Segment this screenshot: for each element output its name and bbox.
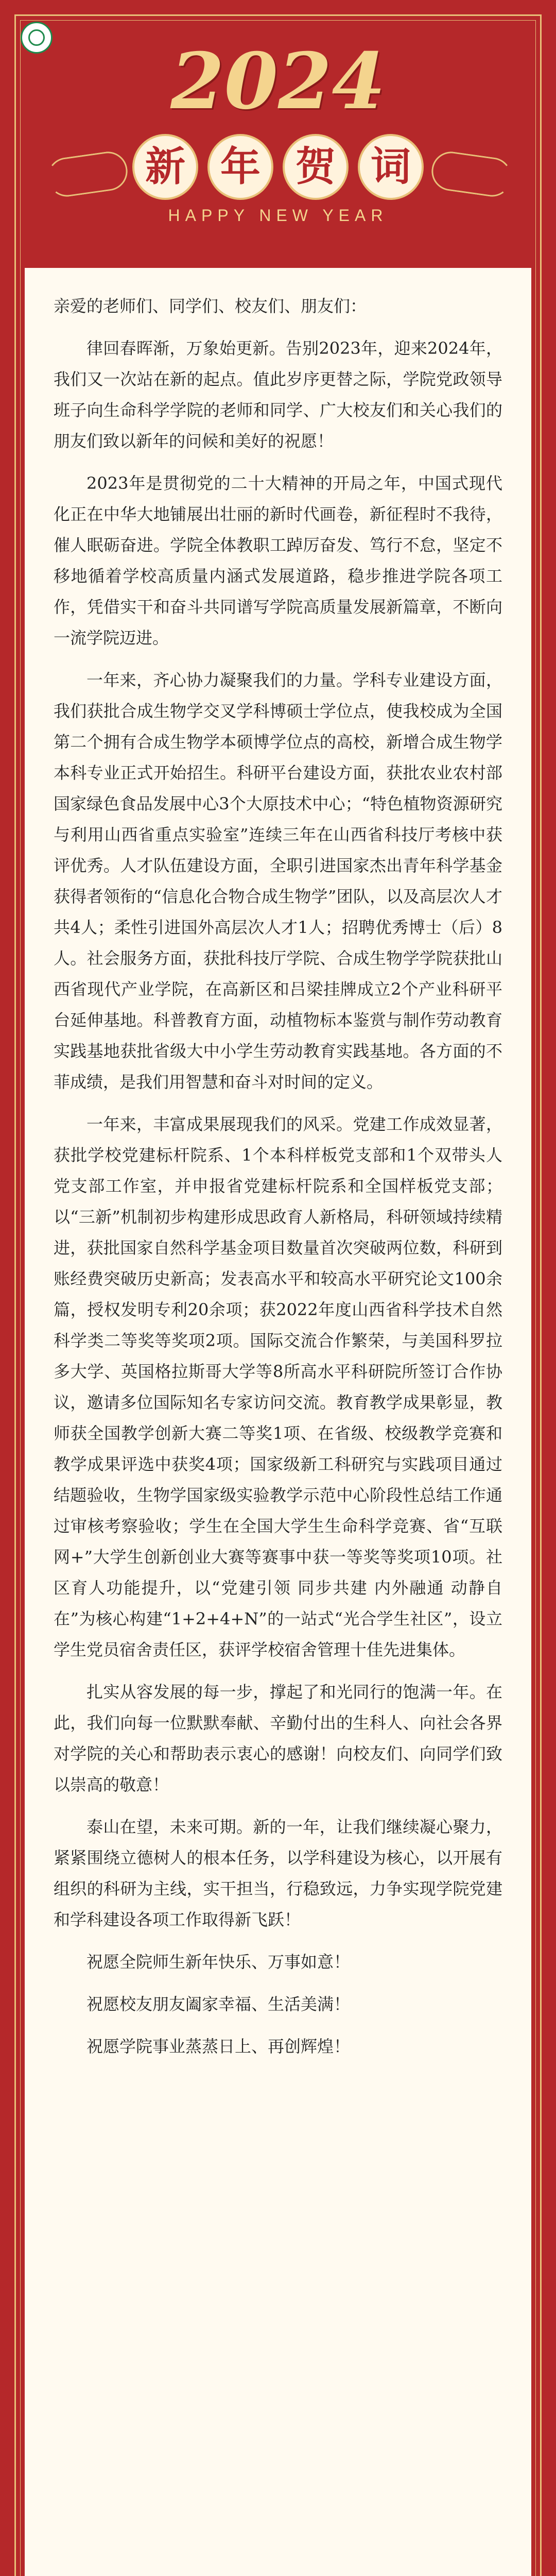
paragraph: 律回春晖渐，万象始更新。告别2023年，迎来2024年，我们又一次站在新的起点。值此岁序更替之际，学院党政领导班子向生命科学学院的老师和同学、广大校友们和关心我们的朋友们致以新年的问候和美好的祝愿！ [54,338,502,451]
paragraph: 一年来，丰富成果展现我们的风采。党建工作成效显著，获批学校党建标杆院系、1个本科样板党支部和1个双带头人党支部工作室，并申报省党建标杆院系和全国样板党支部；以“三新”机制初步构建形成思政育人新格局，科研领域持续精进，获批国家自然科学基金项目数量首次突破两位数，科研到账经费突破历史新高；发表高水平和较高水平研究论文100余篇，授权发明专利20余项；获2022年度山西省科学技术自然科学类二等奖等奖项2项。国际交流合作繁荣，与美国科罗拉多大学、英国格拉斯哥大学等8所高水平科研院所签订合作协议，邀请多位国际知名专家访问交流。教育教学成果彰显，教师获全国教学创新大赛二等奖1项、在省级、校级教学竞赛和教学成果评选中获奖4项；国家级新工科研究与实践项目通过结题验收，生物学国家级实验教学示范中心阶段性总结工作通过审核考察验收；学生在全国大学生生命科学竞赛、省“互联网+”大学生创新创业大赛等赛事中获一等奖等奖项10项。社区育人功能提升，以“党建引领 同步共建 内外融通 动静自在”为核心构建“1+2+4+N”的一站式“光合学生社区”，设立学生党员宿舍责任区，获评学校宿舍管理十佳先进集体。 [54,1114,502,1659]
paragraph: 泰山在望，未来可期。新的一年，让我们继续凝心聚力，紧紧围绕立德树人的根本任务，以学科建设为核心，以开展有组织的科研为主线，实干担当，行稳致远，力争实现学院党建和学科建设各项工作取得新飞跃！ [54,1817,502,1929]
paragraph: 一年来，齐心协力凝聚我们的力量。学科专业建设方面，我们获批合成生物学交叉学科博硕士学位点，使我校成为全国第二个拥有合成生物学本硕博学位点的高校，新增合成生物学本科专业正式开始招生。科研平台建设方面，获批农业农村部国家绿色食品发展中心3个大原技术中心；“特色植物资源研究与利用山西省重点实验室”连续三年在山西省科技厅考核中获评优秀。人才队伍建设方面，全职引进国家杰出青年科学基金获得者领衔的“信息化合物合成生物学”团队，以及高层次人才共4人；柔性引进国外高层次人才1人；招聘优秀博士（后）8人。社会服务方面，获批科技厅学院、合成生物学学院获批山西省现代产业学院，在高新区和吕梁挂牌成立2个产业科研平台延伸基地。科普教育方面，动植物标本鉴赏与制作劳动教育实践基地获批省级大中小学生劳动教育实践基地。各方面的不菲成绩，是我们用智慧和奋斗对时间的定义。 [54,670,502,1092]
paragraph: 祝愿全院师生新年快乐、万事如意！ [86,1952,351,1972]
paragraph: 2023年是贯彻党的二十大精神的开局之年，中国式现代化正在中华大地铺展出壮丽的新时代画卷，新征程时不我待，催人眠砺奋进。学院全体教职工踔厉奋发、笃行不怠，坚定不移地循着学校高质量内涵式发展道路，稳步推进学院各项工作，凭借实干和奋斗共同谱写学院高质量发展新篇章，不断向一流学院迈进。 [54,473,502,648]
title-row [0,134,556,200]
letter-content [54,291,502,2073]
title-char: 贺 [283,134,349,200]
header-banner [0,0,556,268]
letter-paper [25,268,531,2576]
title-char: 新 [132,134,198,200]
title-char: 词 [358,134,424,200]
paragraph: 扎实从容发展的每一步，撑起了和光同行的饱满一年。在此，我们向每一位默默奉献、辛勤付出的生科人、向社会各界对学院的关心和帮助表示衷心的感谢！向校友们、向同学们致以崇高的敬意！ [54,1682,502,1794]
salutation: 亲爱的老师们、同学们、校友们、朋友们： [54,296,367,316]
paragraph: 祝愿校友朋友阖家幸福、生活美满！ [86,1994,351,2014]
title-char: 年 [207,134,273,200]
paragraph: 祝愿学院事业蒸蒸日上、再创辉煌！ [86,2037,351,2056]
year-heading: 2024 [170,36,386,127]
subtitle: HAPPY NEW YEAR [168,206,388,225]
